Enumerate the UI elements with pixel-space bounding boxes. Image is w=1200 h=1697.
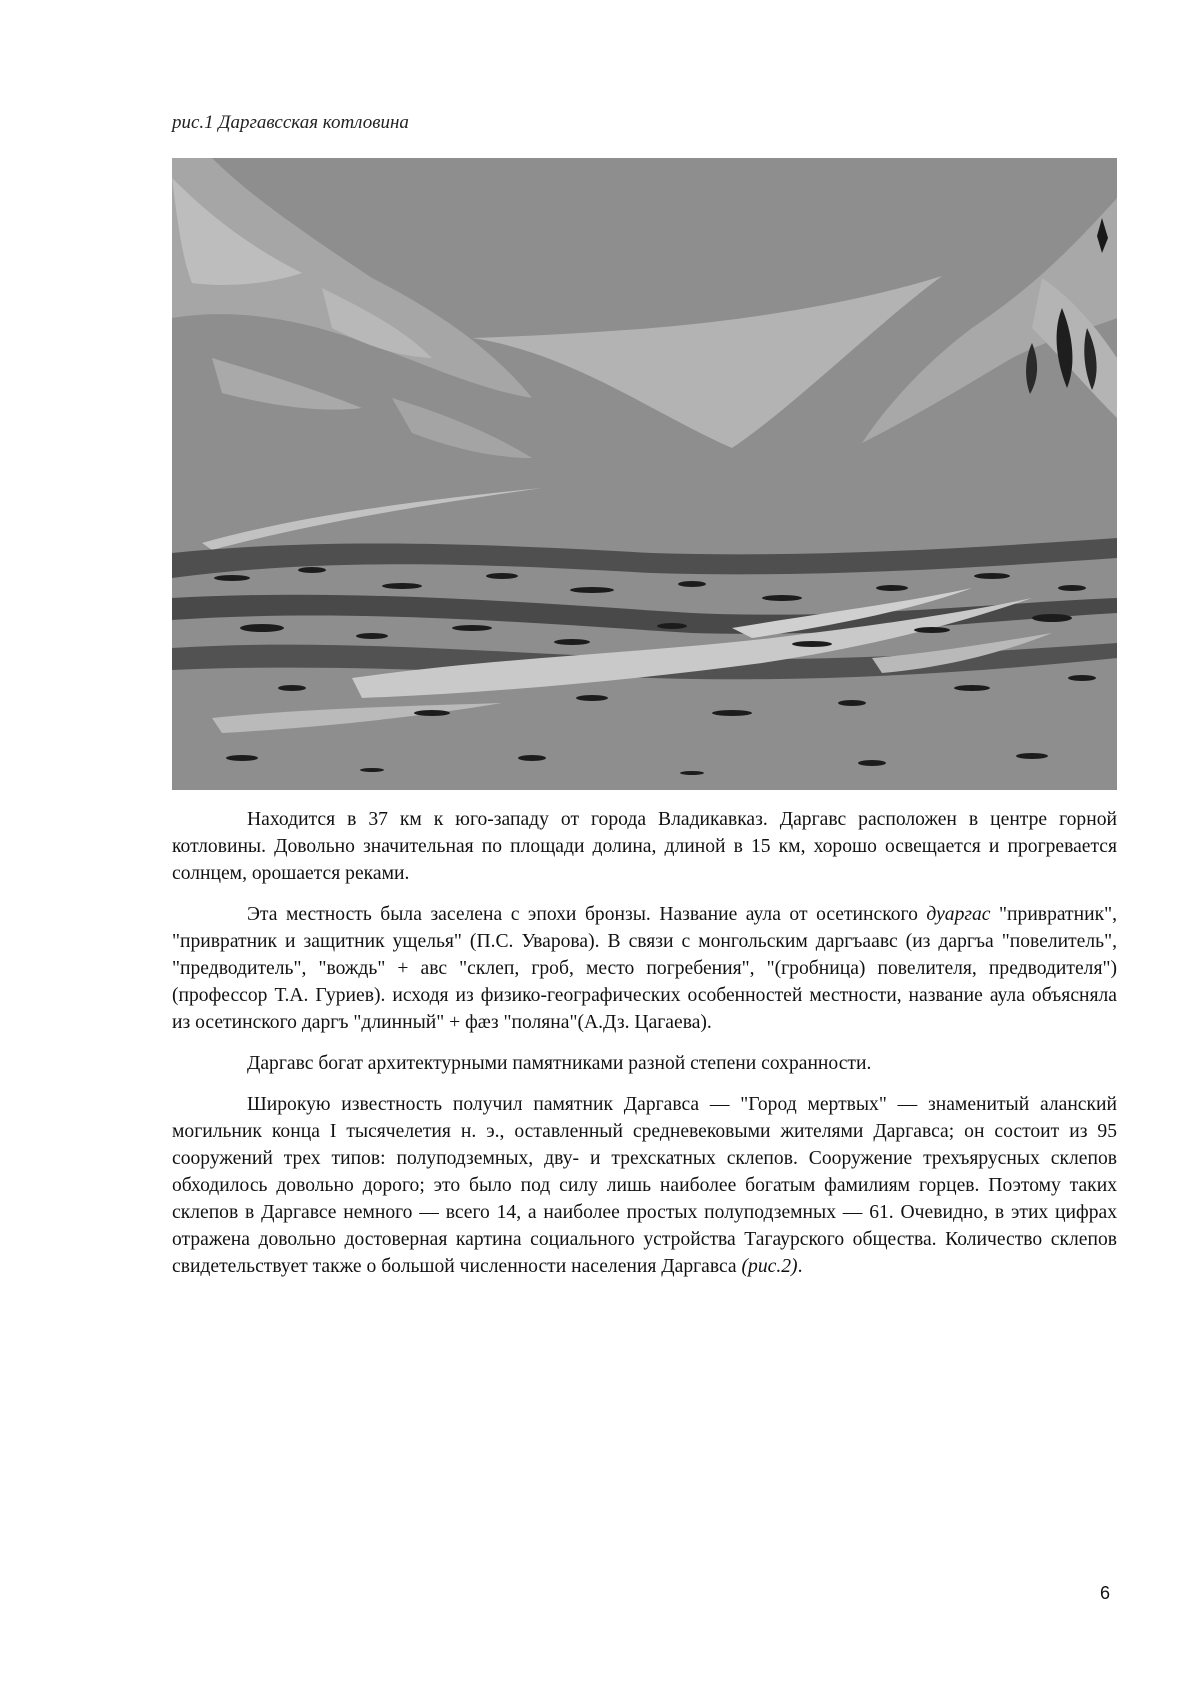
paragraph-etymology — [172, 901, 1117, 1036]
figure-caption: рис.1 Даргавсская котловина — [172, 112, 409, 133]
valley-photo — [172, 158, 1117, 790]
paragraph-etymology-term: дуаргас — [926, 904, 991, 925]
paragraph-etymology-rest: "привратник", "привратник и защитник ущелья" (П.С. Уварова). В связи с монгольским даргъаавс (из даргъа "повелитель", "предводитель", "вождь" + авс "склеп, гроб, место погребения", "(гробница) повелителя, предводителя") (профессор Т.А. Гуриев). исходя из физико-географических особенностей местности, название аула объясняла из осетинского даргъ "длинный" + фæз "поляна"(А.Дз. Цагаева). — [172, 904, 1118, 1033]
body-text — [172, 806, 1117, 1294]
paragraph-monuments: Даргавс богат архитектурными памятниками разной степени сохранности. — [247, 1053, 872, 1074]
paragraph-etymology-start: Эта местность была заселена с эпохи бронзы. Название аула от осетинского — [247, 904, 927, 925]
paragraph-location: Находится в 37 км к юго-западу от города Владикавказ. Даргавс расположен в центре горной котловины. Довольно значительная по площади долина, длиной в 15 км, хорошо освещается и прогревается солнцем, орошается реками. — [172, 809, 1117, 884]
page-number: 6 — [1100, 1583, 1111, 1603]
paragraph-city-of-dead-end: . — [797, 1256, 803, 1277]
paragraph-city-of-dead-start: Широкую известность получил памятник Даргавса — "Город мертвых" — знаменитый аланский могильник конца I тысячелетия н. э., оставленный средневековыми жителями Даргавса; он состоит из 95 сооружений трех типов: полуподземных, дву- и трехскатных склепов. Сооружение трехъярусных склепов обходилось довольно дорого; это было под силу лишь наиболее богатым фамилиям горцев. Поэтому таких склепов в Даргавсе немного — всего 14, а наиболее простых полуподземных — 61. Очевидно, в этих цифрах отражена довольно достоверная картина социального устройства Тагаурского общества. Количество склепов свидетельствует также о большой численности населения Даргавса — [172, 1094, 1117, 1277]
paragraph-city-of-dead-figure-ref: (рис.2) — [741, 1256, 798, 1277]
paragraph-city-of-dead — [172, 1091, 1117, 1280]
valley-photo-drawing — [172, 158, 1117, 790]
